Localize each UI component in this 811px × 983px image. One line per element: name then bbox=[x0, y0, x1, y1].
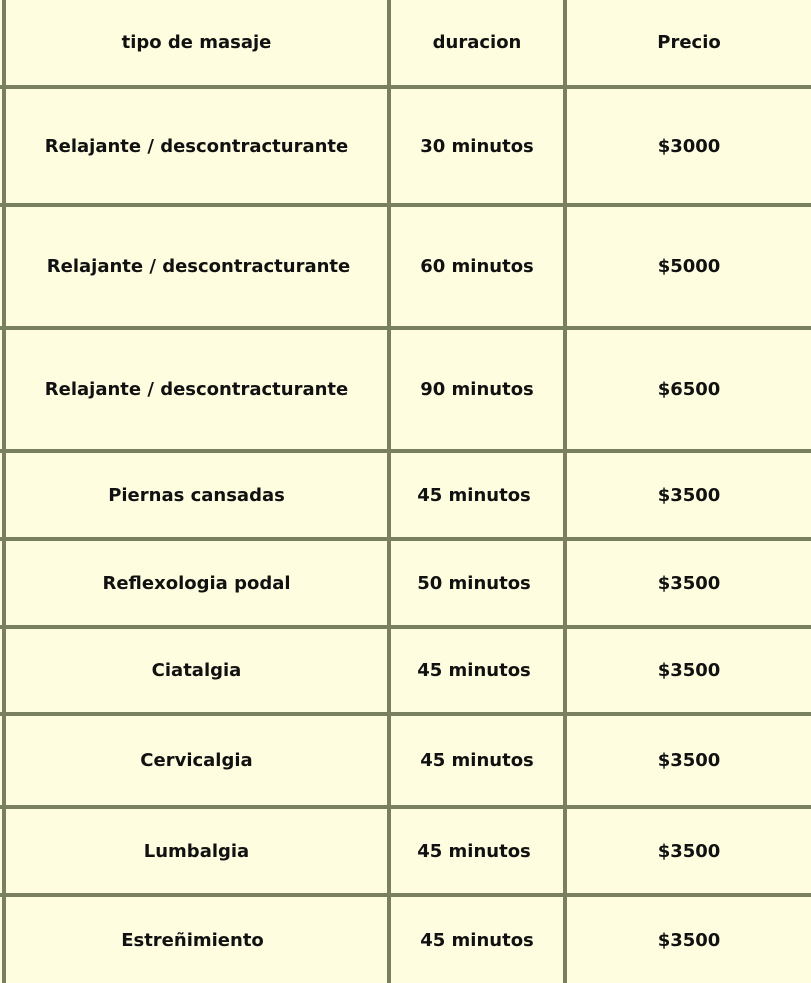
cell-price: $3000 bbox=[657, 135, 721, 157]
cell-duration: 45 minutos bbox=[420, 929, 534, 951]
cell-duration: 90 minutos bbox=[420, 379, 534, 400]
cell-duration: 45 minutos bbox=[417, 484, 531, 506]
cell-type: Relajante / descontracturante bbox=[44, 379, 349, 400]
cell-type: Estreñimiento bbox=[121, 929, 264, 951]
cell-price: $3500 bbox=[657, 750, 721, 771]
cell-type: Relajante / descontracturante bbox=[44, 135, 349, 157]
cell-price: $6500 bbox=[657, 379, 721, 400]
cell-type: Cervicalgia bbox=[140, 750, 253, 771]
cell-type: Ciatalgia bbox=[151, 660, 242, 681]
cell-duration: 45 minutos bbox=[417, 660, 531, 681]
cell-price: $3500 bbox=[657, 840, 721, 862]
cell-type: Lumbalgia bbox=[143, 840, 250, 862]
header-duration: duracion bbox=[432, 32, 522, 53]
cell-type: Piernas cansadas bbox=[108, 484, 285, 506]
cell-duration: 45 minutos bbox=[420, 750, 534, 771]
cell-duration: 45 minutos bbox=[417, 840, 531, 862]
cell-price: $3500 bbox=[657, 660, 721, 681]
cell-type: Relajante / descontracturante bbox=[46, 256, 351, 277]
cell-price: $3500 bbox=[657, 572, 721, 594]
cell-duration: 30 minutos bbox=[420, 135, 534, 157]
cell-type: Reflexologia podal bbox=[102, 572, 291, 594]
cell-price: $5000 bbox=[657, 256, 721, 277]
cell-price: $3500 bbox=[657, 484, 721, 506]
cell-duration: 60 minutos bbox=[420, 256, 534, 277]
header-price: Precio bbox=[657, 32, 721, 53]
cell-duration: 50 minutos bbox=[417, 572, 531, 594]
header-type: tipo de masaje bbox=[121, 32, 272, 53]
cell-price: $3500 bbox=[657, 929, 721, 951]
